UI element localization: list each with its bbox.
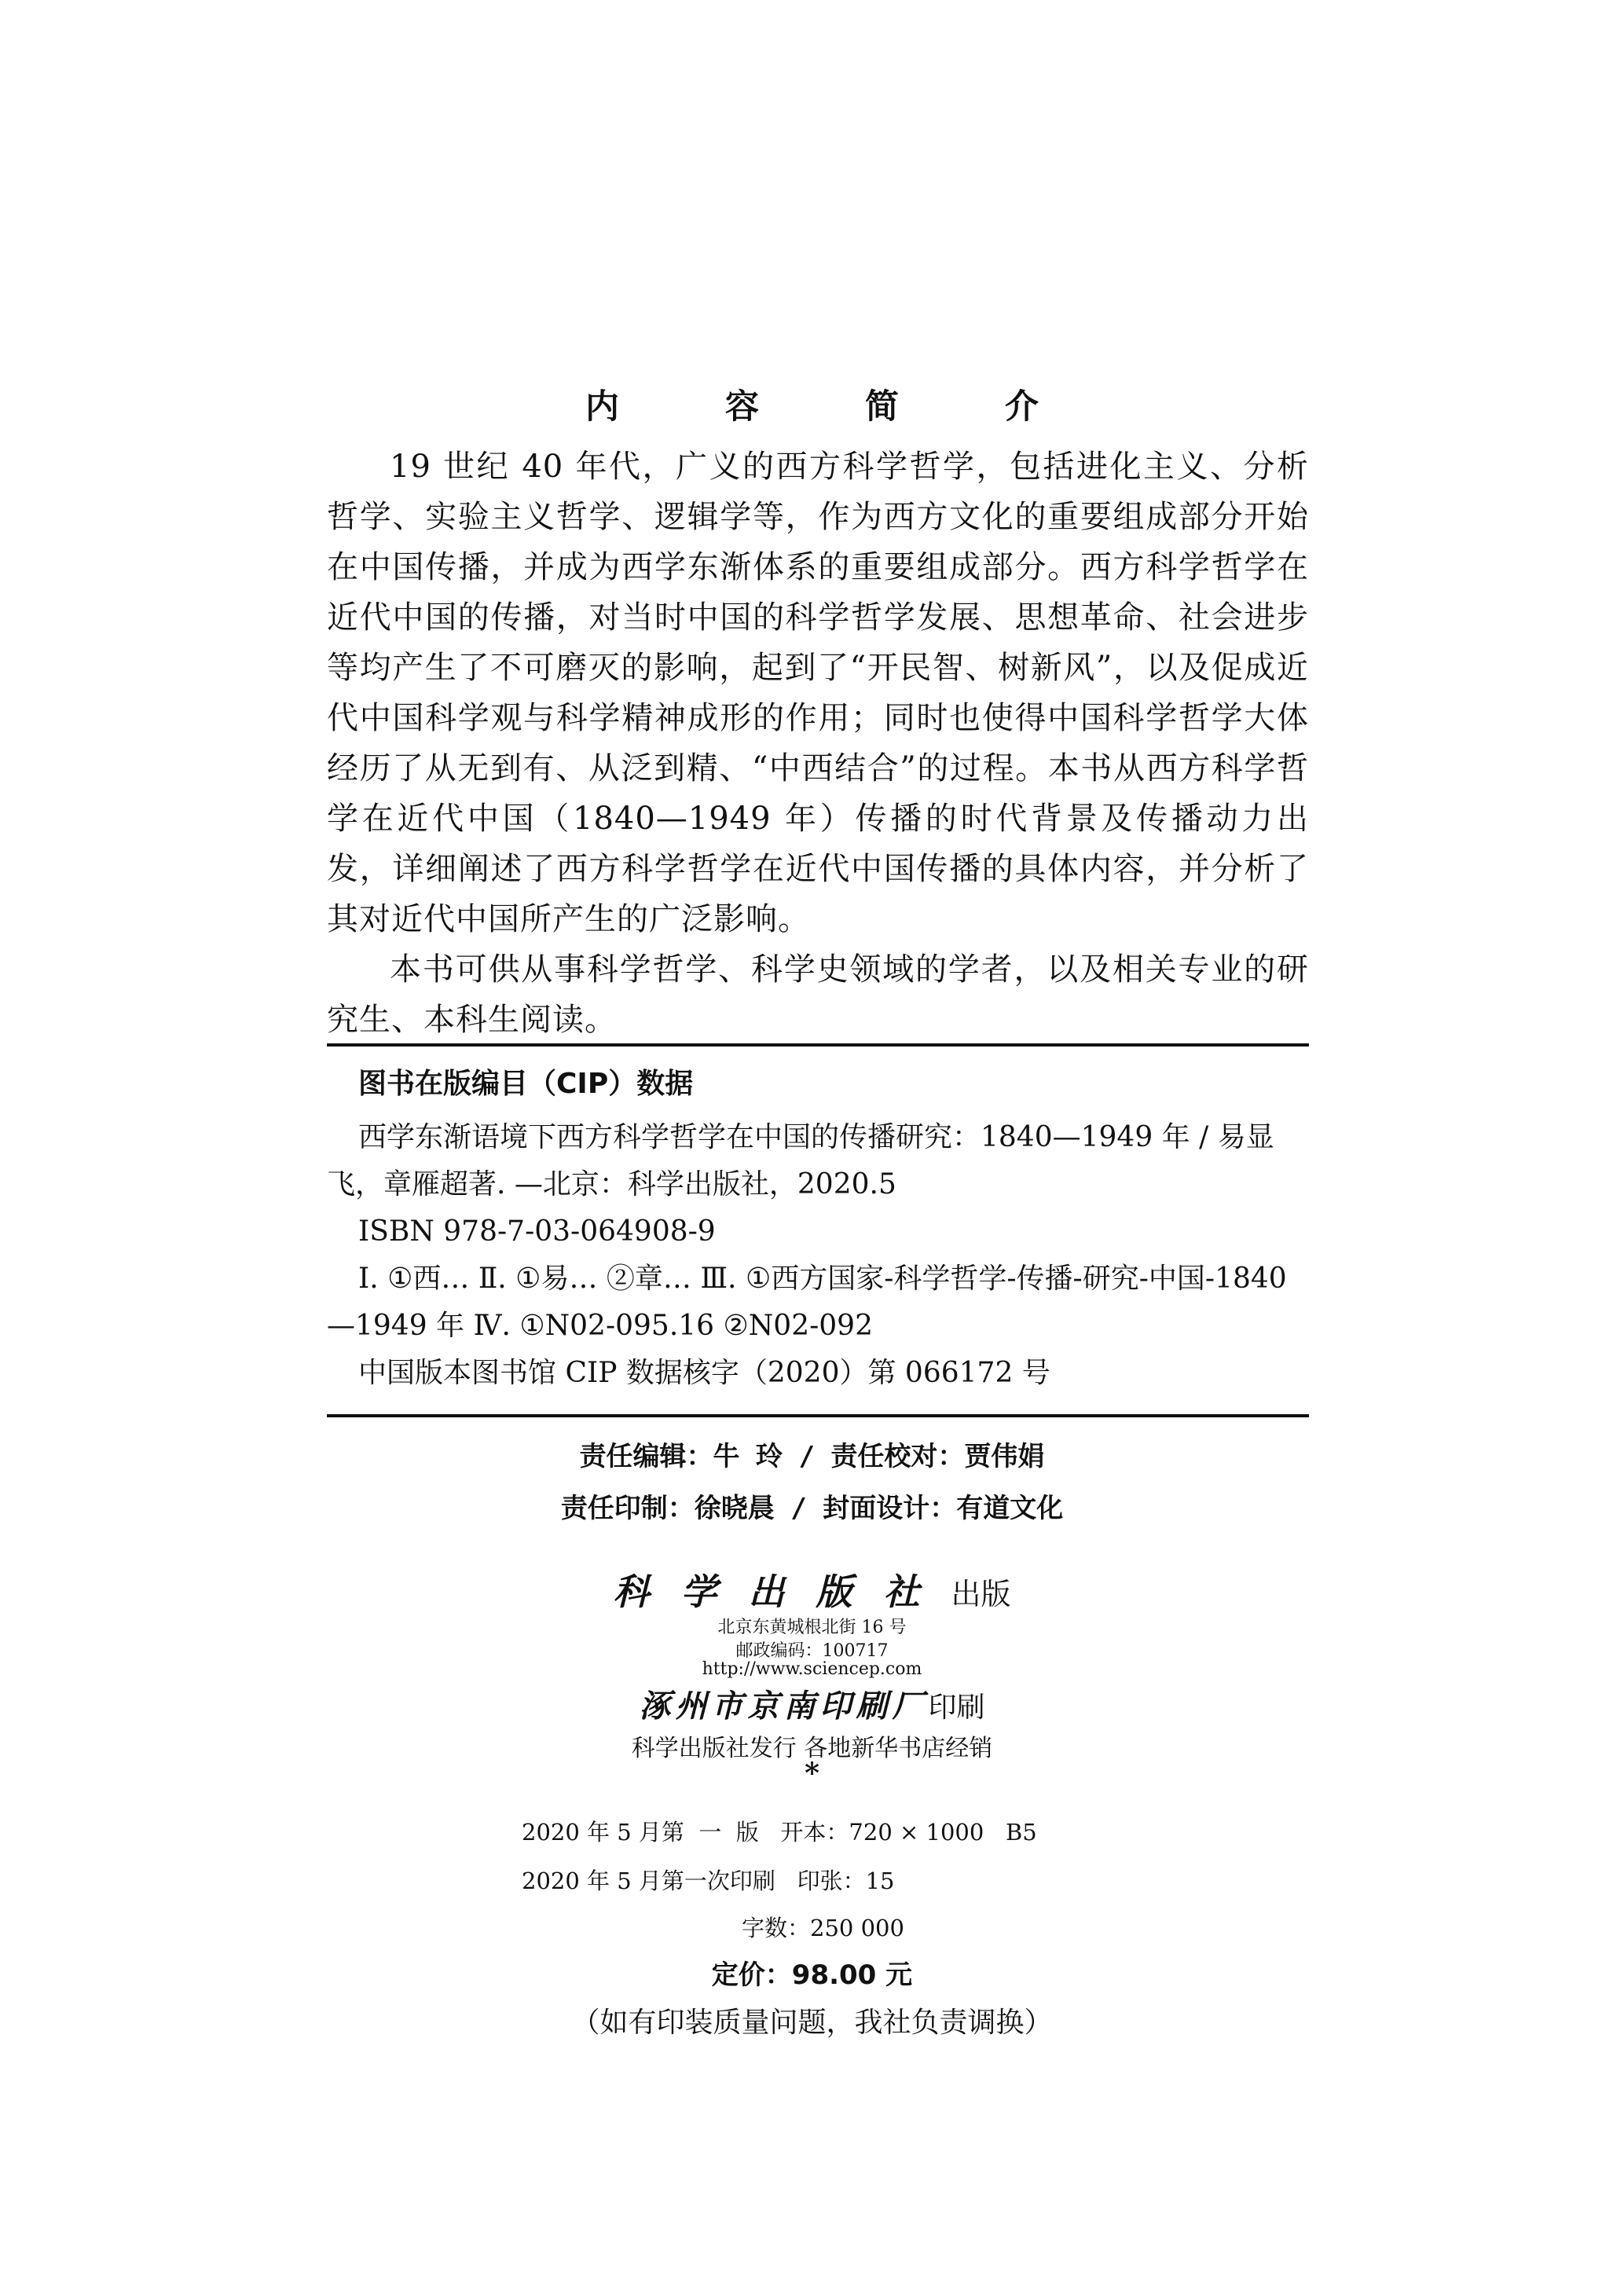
printing-line: 2020 年 5 月第一次印刷 印张：15 (522, 1868, 895, 1894)
staff-line-editors: 责任编辑：牛 玲 / 责任校对：贾伟娟 (579, 1441, 1045, 1472)
separator-star: * (805, 1757, 819, 1790)
printer-name: 涿州市京南印刷厂 (639, 1688, 929, 1725)
publisher-postcode: 邮政编码：100717 (735, 1641, 889, 1661)
cip-library-record: 中国版本图书馆 CIP 数据核字（2020）第 066172 号 (358, 1357, 1050, 1389)
staff-line-production: 责任印制：徐晓晨 / 封面设计：有道文化 (560, 1493, 1064, 1524)
synopsis-title: 内 容 简 介 (585, 387, 1086, 427)
quality-notice: （如有印装质量问题，我社负责调换） (571, 2007, 1053, 2039)
word-count: 字数：250 000 (742, 1915, 904, 1941)
cip-heading: 图书在版编目（CIP）数据 (358, 1068, 694, 1100)
publisher-line (0, 1563, 1624, 1615)
cip-block (327, 1062, 1309, 1397)
publisher-url: http://www.sciencep.com (702, 1659, 922, 1679)
publisher-suffix: 出版 (951, 1577, 1011, 1611)
synopsis-body (327, 442, 1309, 1045)
publisher-address: 北京东黄城根北街 16 号 (717, 1618, 907, 1637)
cip-top-rule (327, 1043, 1309, 1047)
cip-bottom-rule (327, 1414, 1309, 1417)
distribution-line: 科学出版社发行 各地新华书店经销 (631, 1735, 993, 1762)
edition-line: 2020 年 5 月第 一 版 开本：720 × 1000 B5 (522, 1819, 1037, 1846)
printer-line (0, 1681, 1624, 1726)
synopsis-paragraph-1: 19 世纪 40 年代，广义的西方科学哲学，包括进化主义、分析哲学、实验主义哲学、逻辑学等，作为西方文化的重要组成部分开始在中国传播，并成为西学东渐体系的重要组成部分。西方科学哲学在近代中国的传播，对当时中国的科学哲学发展、思想革命、社会进步等均产生了不可磨灭的影响，起到了“开民智、树新风”，以及促成近代中国科学观与科学精神成形的作用；同时也使得中国科学哲学大体经历了从无到有、从泛到精、“中西结合”的过程。本书从西方科学哲学在近代中国（1840—1949 年）传播的时代背景及传播动力出发，详细阐述了西方科学哲学在近代中国传播的具体内容，并分析了其对近代中国所产生的广泛影响。 (327, 449, 1309, 937)
publisher-name: 科学出版社 (613, 1571, 951, 1613)
synopsis-paragraph-2: 本书可供从事科学哲学、科学史领域的学者，以及相关专业的研究生、本科生阅读。 (327, 951, 1309, 1038)
cip-isbn: ISBN 978-7-03-064908-9 (358, 1215, 716, 1248)
printer-suffix: 印刷 (928, 1692, 985, 1724)
cip-title-line: 西学东渐语境下西方科学哲学在中国的传播研究：1840—1949 年 / 易显飞，章雁超著. —北京：科学出版社，2020.5 (327, 1121, 1274, 1200)
cip-classification: Ⅰ. ①西… Ⅱ. ①易… ②章… Ⅲ. ①西方国家-科学哲学-传播-研究-中国-1840—1949 年 Ⅳ. ①N02-095.16 ②N02-092 (327, 1263, 1287, 1342)
price: 定价：98.00 元 (711, 1959, 913, 1991)
